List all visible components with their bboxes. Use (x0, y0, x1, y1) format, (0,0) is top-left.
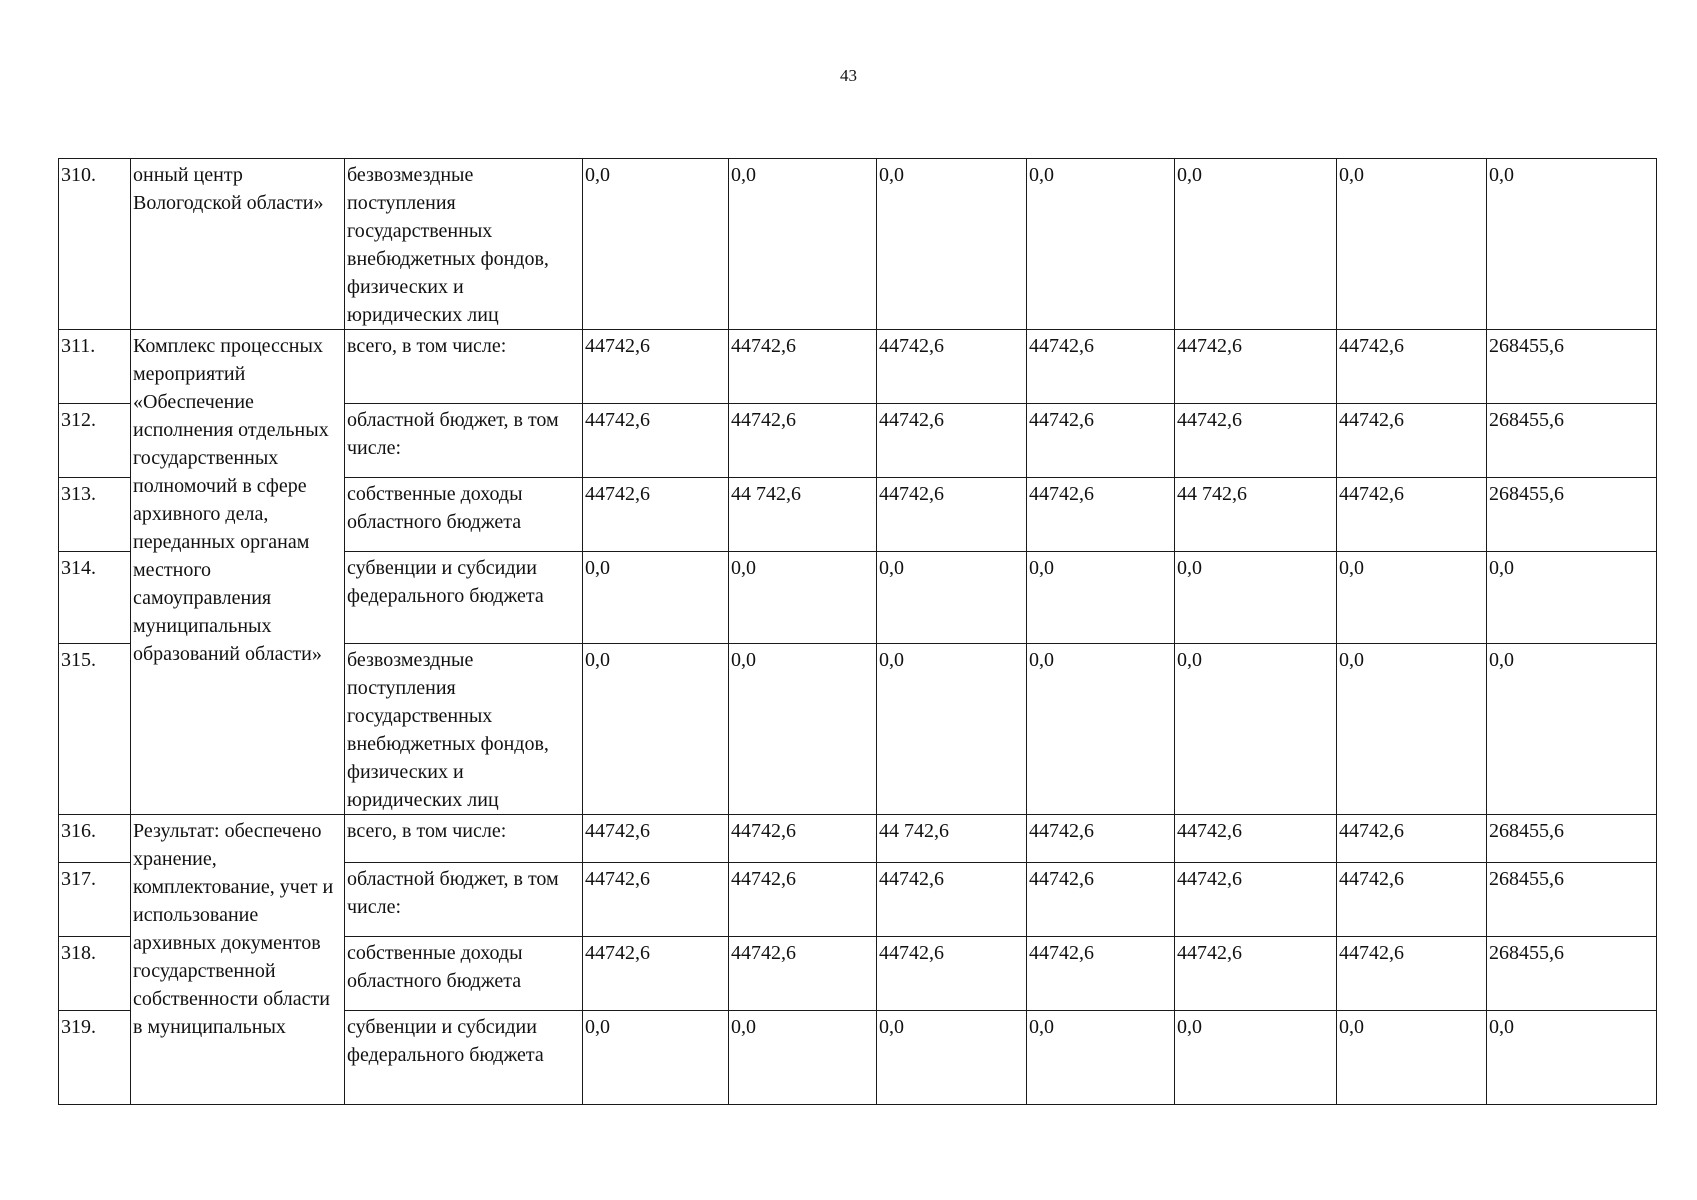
year-value-cell: 44 742,6 (877, 815, 1027, 863)
year-value-cell: 44742,6 (1027, 404, 1175, 478)
year-value-cell: 0,0 (1337, 1011, 1487, 1105)
year-value-cell: 0,0 (1175, 644, 1337, 815)
year-value-cell: 0,0 (877, 1011, 1027, 1105)
year-value-cell: 0,0 (729, 552, 877, 644)
financing-table (58, 158, 1657, 1105)
year-value-cell: 44742,6 (877, 937, 1027, 1011)
year-value-cell: 0,0 (1027, 644, 1175, 815)
year-value-cell: 44742,6 (1027, 330, 1175, 404)
row-description: онный центр Вологодской области» (131, 159, 345, 330)
funding-source: безвозмездные поступления государственных внебюджетных фондов, физических и юридических лиц (345, 159, 583, 330)
year-value-cell: 44742,6 (877, 330, 1027, 404)
year-value-cell: 44742,6 (583, 815, 729, 863)
year-value-cell: 44742,6 (1175, 863, 1337, 937)
year-value-cell: 0,0 (583, 159, 729, 330)
year-value-cell: 0,0 (583, 1011, 729, 1105)
year-value-cell: 44742,6 (1027, 815, 1175, 863)
year-value-cell: 44742,6 (1337, 815, 1487, 863)
year-value-cell: 0,0 (1337, 159, 1487, 330)
year-value-cell: 44742,6 (729, 863, 877, 937)
table-row (59, 815, 1657, 863)
year-value-cell: 44742,6 (1175, 330, 1337, 404)
year-value-cell: 44742,6 (1027, 478, 1175, 552)
year-value-cell: 0,0 (583, 644, 729, 815)
total-value-cell: 0,0 (1487, 1011, 1657, 1105)
year-value-cell: 44742,6 (583, 478, 729, 552)
row-number: 316. (59, 815, 131, 863)
row-number: 313. (59, 478, 131, 552)
year-value-cell: 44742,6 (1027, 937, 1175, 1011)
year-value-cell: 44742,6 (877, 404, 1027, 478)
year-value-cell: 44742,6 (1337, 478, 1487, 552)
year-value-cell: 44742,6 (729, 404, 877, 478)
funding-source: собственные доходы областного бюджета (345, 478, 583, 552)
table-row (59, 330, 1657, 404)
year-value-cell: 0,0 (1337, 644, 1487, 815)
year-value-cell: 0,0 (1175, 1011, 1337, 1105)
year-value-cell: 44742,6 (1337, 937, 1487, 1011)
year-value-cell: 0,0 (583, 552, 729, 644)
year-value-cell: 0,0 (1027, 159, 1175, 330)
year-value-cell: 44742,6 (1175, 937, 1337, 1011)
funding-source: субвенции и субсидии федерального бюджета (345, 552, 583, 644)
row-number: 312. (59, 404, 131, 478)
row-number: 318. (59, 937, 131, 1011)
year-value-cell: 44 742,6 (1175, 478, 1337, 552)
total-value-cell: 0,0 (1487, 644, 1657, 815)
row-number: 317. (59, 863, 131, 937)
row-number: 311. (59, 330, 131, 404)
year-value-cell: 44 742,6 (729, 478, 877, 552)
year-value-cell: 44742,6 (583, 937, 729, 1011)
year-value-cell: 0,0 (877, 644, 1027, 815)
year-value-cell: 44742,6 (729, 937, 877, 1011)
funding-source: собственные доходы областного бюджета (345, 937, 583, 1011)
total-value-cell: 0,0 (1487, 159, 1657, 330)
row-number: 314. (59, 552, 131, 644)
year-value-cell: 44742,6 (877, 863, 1027, 937)
total-value-cell: 268455,6 (1487, 863, 1657, 937)
funding-source: всего, в том числе: (345, 330, 583, 404)
year-value-cell: 0,0 (1175, 159, 1337, 330)
funding-source: субвенции и субсидии федерального бюджета (345, 1011, 583, 1105)
year-value-cell: 44742,6 (729, 330, 877, 404)
year-value-cell: 44742,6 (729, 815, 877, 863)
year-value-cell: 44742,6 (583, 863, 729, 937)
year-value-cell: 44742,6 (583, 330, 729, 404)
table-body (59, 159, 1657, 1105)
funding-source: безвозмездные поступления государственных внебюджетных фондов, физических и юридических лиц (345, 644, 583, 815)
total-value-cell: 0,0 (1487, 552, 1657, 644)
page-number: 43 (840, 66, 857, 85)
funding-source: всего, в том числе: (345, 815, 583, 863)
row-description: Комплекс процессных мероприятий «Обеспечение исполнения отдельных государственных полномочий в сфере архивного дела, переданных органам местного самоуправления муниципальных образований области» (131, 330, 345, 815)
row-description: Результат: обеспечено хранение, комплектование, учет и использование архивных документов государственной собственности области в муниципальных (131, 815, 345, 1105)
year-value-cell: 0,0 (877, 159, 1027, 330)
total-value-cell: 268455,6 (1487, 815, 1657, 863)
year-value-cell: 0,0 (729, 159, 877, 330)
total-value-cell: 268455,6 (1487, 478, 1657, 552)
funding-source: областной бюджет, в том числе: (345, 863, 583, 937)
total-value-cell: 268455,6 (1487, 937, 1657, 1011)
year-value-cell: 44742,6 (1175, 815, 1337, 863)
year-value-cell: 44742,6 (583, 404, 729, 478)
year-value-cell: 44742,6 (1175, 404, 1337, 478)
table-row (59, 159, 1657, 330)
total-value-cell: 268455,6 (1487, 404, 1657, 478)
year-value-cell: 0,0 (1175, 552, 1337, 644)
year-value-cell: 44742,6 (1337, 863, 1487, 937)
year-value-cell: 0,0 (1027, 1011, 1175, 1105)
year-value-cell: 0,0 (729, 644, 877, 815)
row-number: 315. (59, 644, 131, 815)
year-value-cell: 0,0 (729, 1011, 877, 1105)
year-value-cell: 44742,6 (1337, 404, 1487, 478)
year-value-cell: 0,0 (1337, 552, 1487, 644)
year-value-cell: 44742,6 (1337, 330, 1487, 404)
row-number: 319. (59, 1011, 131, 1105)
year-value-cell: 0,0 (877, 552, 1027, 644)
year-value-cell: 44742,6 (1027, 863, 1175, 937)
funding-source: областной бюджет, в том числе: (345, 404, 583, 478)
year-value-cell: 0,0 (1027, 552, 1175, 644)
row-number: 310. (59, 159, 131, 330)
year-value-cell: 44742,6 (877, 478, 1027, 552)
total-value-cell: 268455,6 (1487, 330, 1657, 404)
